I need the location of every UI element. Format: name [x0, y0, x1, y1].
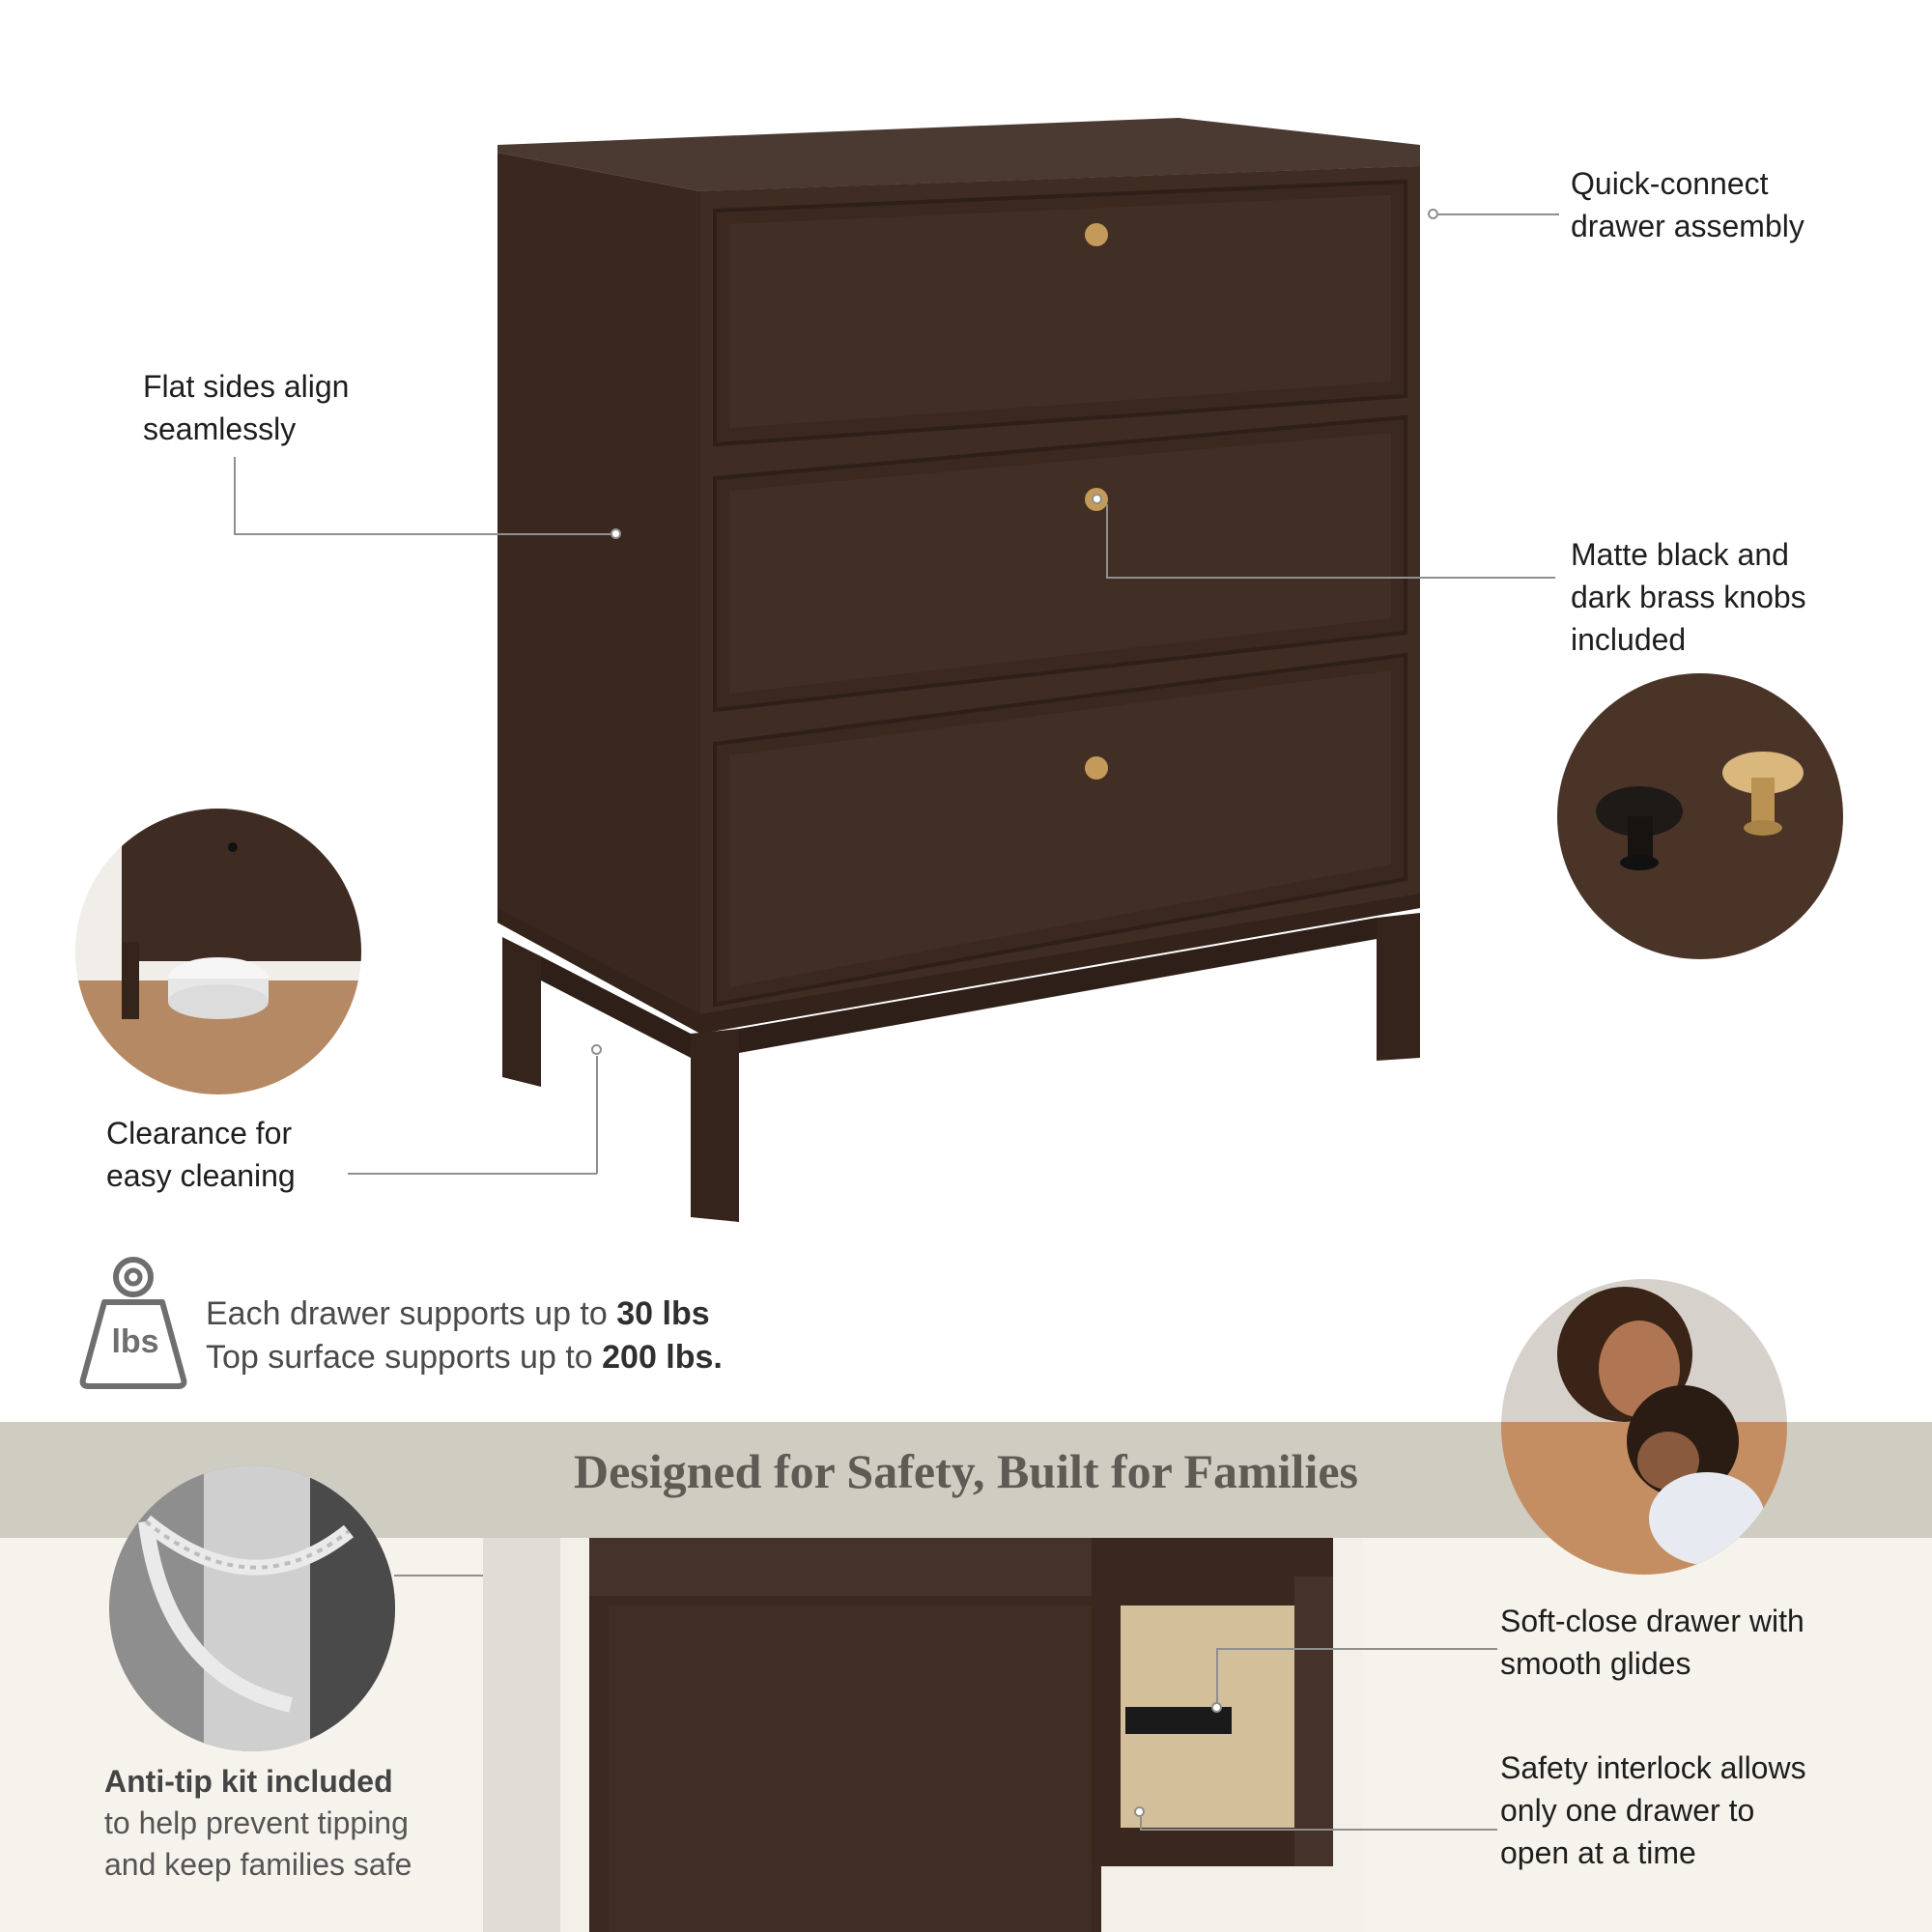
callout-dot [1211, 1702, 1222, 1713]
anti-tip-body: to help prevent tipping and keep families safe [104, 1805, 412, 1882]
callout-clearance: Clearance for easy cleaning [106, 1116, 296, 1193]
callout-knobs: Matte black and dark brass knobs included [1571, 537, 1806, 657]
callout-quick-connect: Quick-connect drawer assembly [1571, 166, 1804, 243]
callout-line [234, 533, 611, 535]
weight-info [206, 1293, 723, 1379]
callout-dot [611, 528, 621, 539]
robot-vacuum-detail-image [73, 807, 363, 1096]
callout-line [596, 1056, 598, 1174]
band-title: Designed for Safety, Built for Families [574, 1444, 1358, 1498]
callout-line [348, 1173, 597, 1175]
callout-line [1438, 213, 1559, 215]
callout-line [1140, 1829, 1497, 1831]
knobs-detail-image [1555, 671, 1845, 961]
callout-line [1106, 577, 1555, 579]
dresser-image [483, 106, 1439, 1227]
callout-dot [591, 1044, 602, 1055]
family-photo-image [1499, 1277, 1789, 1577]
nightstand-drawer-image [483, 1538, 1362, 1932]
weight-icon-label: lbs [111, 1323, 159, 1360]
callout-line [1217, 1648, 1497, 1650]
weight-line1-value: 30 lbs [616, 1295, 710, 1332]
anti-tip-kit-image [107, 1463, 397, 1753]
callout-soft-close: Soft-close drawer with smooth glides [1500, 1604, 1804, 1681]
callout-dot [1428, 209, 1438, 219]
anti-tip-text [104, 1761, 412, 1886]
weight-line1-prefix: Each drawer supports up to [206, 1295, 617, 1332]
callout-flat-sides: Flat sides align seamlessly [143, 369, 350, 446]
weight-line2-prefix: Top surface supports up to [206, 1339, 603, 1376]
callout-dot [1092, 494, 1102, 504]
callout-interlock: Safety interlock allows only one drawer to open at a time [1500, 1750, 1806, 1870]
callout-line [1106, 504, 1108, 578]
weight-line2-value: 200 lbs. [602, 1339, 723, 1376]
anti-tip-title: Anti-tip kit included [104, 1764, 393, 1799]
callout-dot [1134, 1806, 1145, 1817]
callout-line [1216, 1648, 1218, 1706]
callout-line [234, 457, 236, 534]
